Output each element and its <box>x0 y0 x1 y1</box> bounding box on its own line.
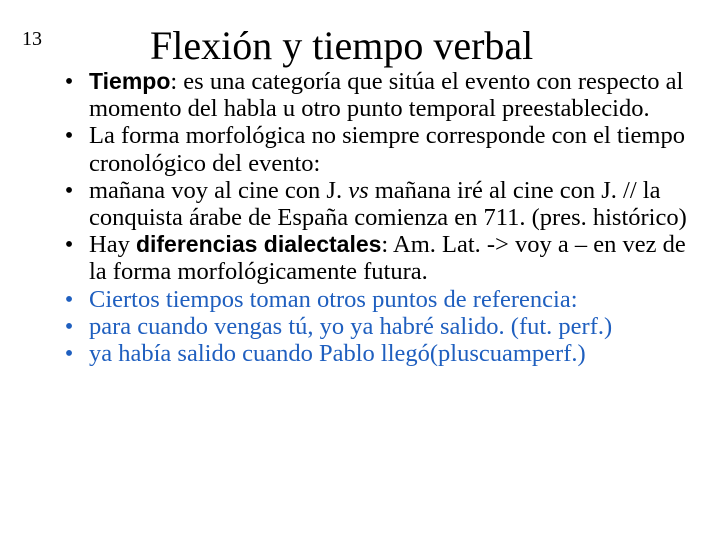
bullet-marker: • <box>64 340 74 368</box>
bullet-text-before: Hay <box>89 231 136 259</box>
bullet-text: La forma morfológica no siempre corresponde con el tiempo cronológico del evento: <box>89 122 685 177</box>
bullet-marker: • <box>64 231 74 259</box>
bullet-item-puntos-referencia <box>57 286 707 313</box>
bullet-item-futuro-perfecto <box>57 313 707 340</box>
bullet-marker: • <box>64 285 74 313</box>
bullet-marker: • <box>64 122 74 150</box>
bullet-italic-vs: vs <box>348 176 369 204</box>
bullet-item-tiempo <box>57 68 707 122</box>
bullet-text: ya había salido cuando Pablo llegó(pluscuamperf.) <box>89 340 586 368</box>
bullet-list <box>57 68 707 367</box>
bullet-marker: • <box>64 176 74 204</box>
bullet-text-before: mañana voy al cine con J. <box>89 176 349 204</box>
bullet-term: diferencias dialectales <box>135 231 382 258</box>
bullet-item-example-manana <box>57 177 707 231</box>
bullet-text-after: mañana iré al cine con J. // la conquista árabe de España comienza en 711. (pres. histórico) <box>89 176 687 232</box>
slide-number: 13 <box>22 28 42 50</box>
bullet-item-forma-morfologica <box>57 122 707 176</box>
slide-title: Flexión y tiempo verbal <box>150 23 534 68</box>
bullet-term: Tiempo <box>89 68 171 94</box>
bullet-text: para cuando vengas tú, yo ya habré salido. (fut. perf.) <box>89 312 613 340</box>
bullet-marker: • <box>64 312 74 340</box>
bullet-marker: • <box>64 68 74 95</box>
bullet-item-diferencias-dialectales <box>57 231 707 285</box>
bullet-item-pluscuamperfecto <box>57 340 707 367</box>
bullet-text: : es una categoría que sitúa el evento con respecto al momento del habla u otro punto temporal preestablecido. <box>89 68 684 123</box>
bullet-text-after: : Am. Lat. -> voy a – en vez de la forma morfológicamente futura. <box>89 231 686 286</box>
bullet-text: Ciertos tiempos toman otros puntos de referencia: <box>89 285 578 313</box>
